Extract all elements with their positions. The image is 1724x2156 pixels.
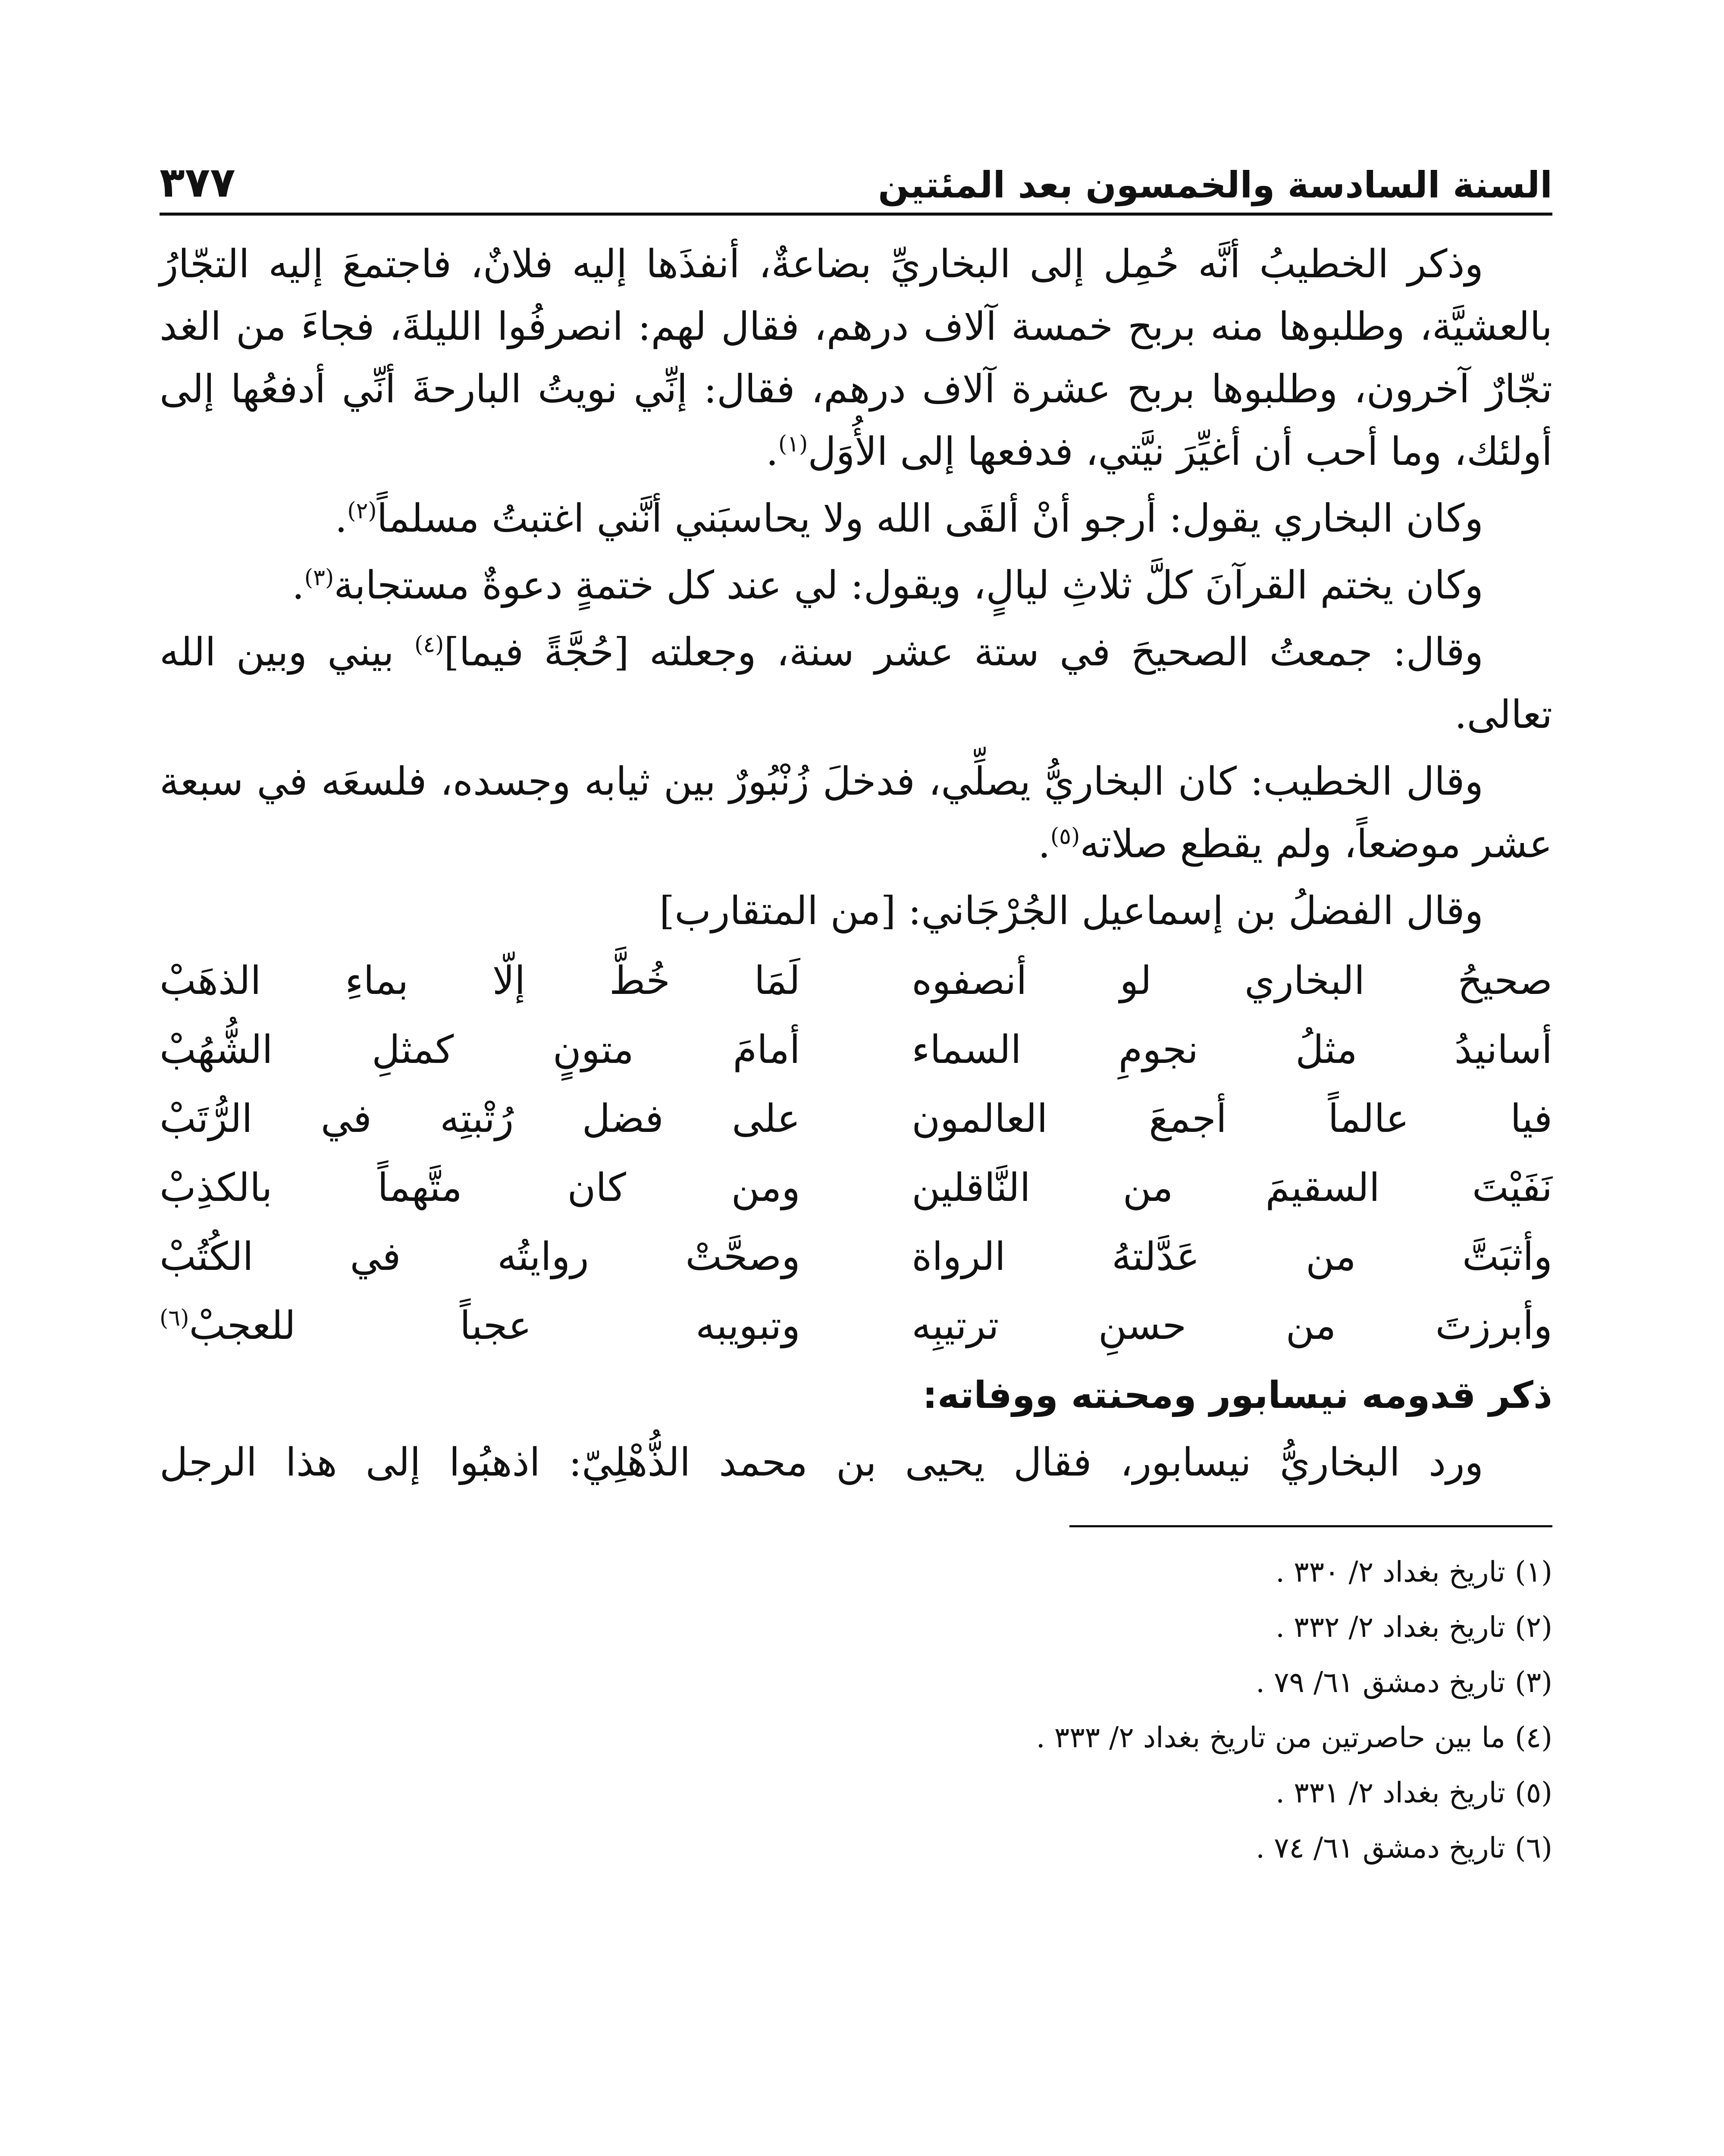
poem-verse	[160, 1015, 1552, 1084]
poem-verse	[160, 1291, 1552, 1360]
footnote-number: (٦)	[1515, 1831, 1552, 1865]
first-hemistich: فيا عالماً أجمعَ العالمون	[912, 1096, 1552, 1141]
footnote-text: تاريخ بغداد ٢/ ٣٣٠ .	[1276, 1555, 1506, 1589]
second-hemistich: وصحَّتْ روايتُه في الكُتُبْ	[160, 1234, 800, 1279]
footnote	[160, 1655, 1552, 1710]
footnote	[160, 1545, 1552, 1600]
paragraph: وكان البخاري يقول: أرجو أنْ ألقَى الله ولا يحاسبَني أنَّني اغتبتُ مسلماً$^{(٢)}$.	[335, 496, 1483, 541]
footnote-number: (١)	[1515, 1555, 1552, 1589]
footnote-marker: (٦)	[160, 1305, 189, 1331]
footnote-number: (٤)	[1515, 1721, 1552, 1754]
second-hemistich: على فضل رُتْبتِه في الرُّتَبْ	[160, 1096, 800, 1141]
poem-verse	[160, 1153, 1552, 1222]
first-hemistich: نَفَيْتَ السقيمَ من النَّاقلين	[912, 1165, 1552, 1210]
footnote-number: (٥)	[1515, 1776, 1552, 1809]
footnote-text: تاريخ بغداد ٢/ ٣٣٢ .	[1276, 1611, 1506, 1644]
first-hemistich: وأثبَتَّ من عَدَّلتهُ الرواة	[912, 1234, 1552, 1279]
paragraph: وقال الخطيب: كان البخاريُّ يصلِّي، فدخلَ زُنْبُورٌ بين ثيابه وجسده، فلسعَه في سبعة عشر موضعاً، ولم يقطع صلاته$^{(٥)}$.	[160, 759, 1552, 867]
footnote-marker: (٤)	[414, 632, 444, 658]
footnote	[160, 1765, 1552, 1821]
second-hemistich: لَمَا خُطَّ إلّا بماءِ الذهَبْ	[160, 958, 800, 1003]
footnote-marker: (٢)	[347, 498, 377, 524]
footnote-marker: (٥)	[1050, 824, 1080, 849]
running-title: السنة السادسة والخمسون بعد المئتين	[878, 164, 1552, 206]
footnote	[160, 1710, 1552, 1765]
footnote	[160, 1821, 1552, 1876]
paragraph: وذكر الخطيبُ أنَّه حُمِل إلى البخاريِّ بضاعةٌ، أنفذَها إليه فلانٌ، فاجتمعَ إليه التجّارُ بالعشيَّة، وطلبوها منه بربح خمسة آلاف درهم، فقال لهم: انصرفُوا الليلةَ، فجاءَ من الغد تجّارٌ آخرون، وطلبوها بربح عشرة آلاف درهم، فقال: إنِّي نويتُ البارحةَ أنِّي أدفعُها إلى أولئك، وما أحب أن أغيِّرَ نيَّتي، فدفعها إلى الأُوَل$^{(١)}$.	[160, 241, 1552, 474]
second-hemistich: وتبويبه عجباً للعجبْ$^{(٦)}$	[160, 1303, 800, 1348]
footnotes	[160, 1545, 1552, 1876]
footnote-text: تاريخ دمشق ٦١/ ٧٩ .	[1256, 1666, 1506, 1699]
section-heading: ذكر قدومه نيسابور ومحنته ووفاته:	[922, 1374, 1552, 1417]
page-number: ٣٧٧	[160, 158, 235, 207]
footnote	[160, 1600, 1552, 1655]
main-text	[160, 233, 1552, 942]
first-hemistich: وأبرزتَ من حسنِ ترتيبِه	[912, 1303, 1552, 1348]
first-hemistich: أسانيدُ مثلُ نجومِ السماء	[912, 1027, 1552, 1072]
footnote-text: تاريخ دمشق ٦١/ ٧٤ .	[1256, 1831, 1506, 1865]
first-hemistich: صحيحُ البخاري لو أنصفوه	[912, 958, 1552, 1003]
footnote-divider	[1069, 1525, 1552, 1527]
second-hemistich: أمامَ متونٍ كمثلِ الشُّهُبْ	[160, 1027, 800, 1072]
poem-verse	[160, 1222, 1552, 1291]
continuation-line: ورد البخاريُّ نيسابور، فقال يحيى بن محمد الذُّهْلِيّ: اذهبُوا إلى هذا الرجل	[160, 1440, 1483, 1485]
footnote-text: ما بين حاصرتين من تاريخ بغداد ٢/ ٣٣٣ .	[1036, 1721, 1506, 1754]
footnote-marker: (٣)	[304, 565, 334, 591]
footnote-number: (٢)	[1515, 1611, 1552, 1644]
footnote-text: تاريخ بغداد ٢/ ٣٣١ .	[1276, 1776, 1506, 1809]
poem-verse	[160, 1084, 1552, 1153]
poem-verse	[160, 946, 1552, 1015]
paragraph: وقال: جمعتُ الصحيحَ في ستة عشر سنة، وجعلته [حُجَّةً فيما]$^{(٤)}$ بيني وبين الله تعالى.	[160, 630, 1552, 737]
footnote-number: (٣)	[1515, 1666, 1552, 1699]
book-page	[160, 142, 1552, 2156]
poem	[160, 946, 1552, 1360]
page-header	[160, 142, 1552, 216]
poem-introduction: وقال الفضلُ بن إسماعيل الجُرْجَاني: [من المتقارب]	[659, 888, 1483, 934]
footnote-marker: (١)	[778, 431, 808, 457]
paragraph: وكان يختم القرآنَ كلَّ ثلاثِ ليالٍ، ويقول: لي عند كل ختمةٍ دعوةٌ مستجابة$^{(٣)}$.	[292, 563, 1483, 608]
second-hemistich: ومن كان متَّهماً بالكذِبْ	[160, 1165, 800, 1210]
